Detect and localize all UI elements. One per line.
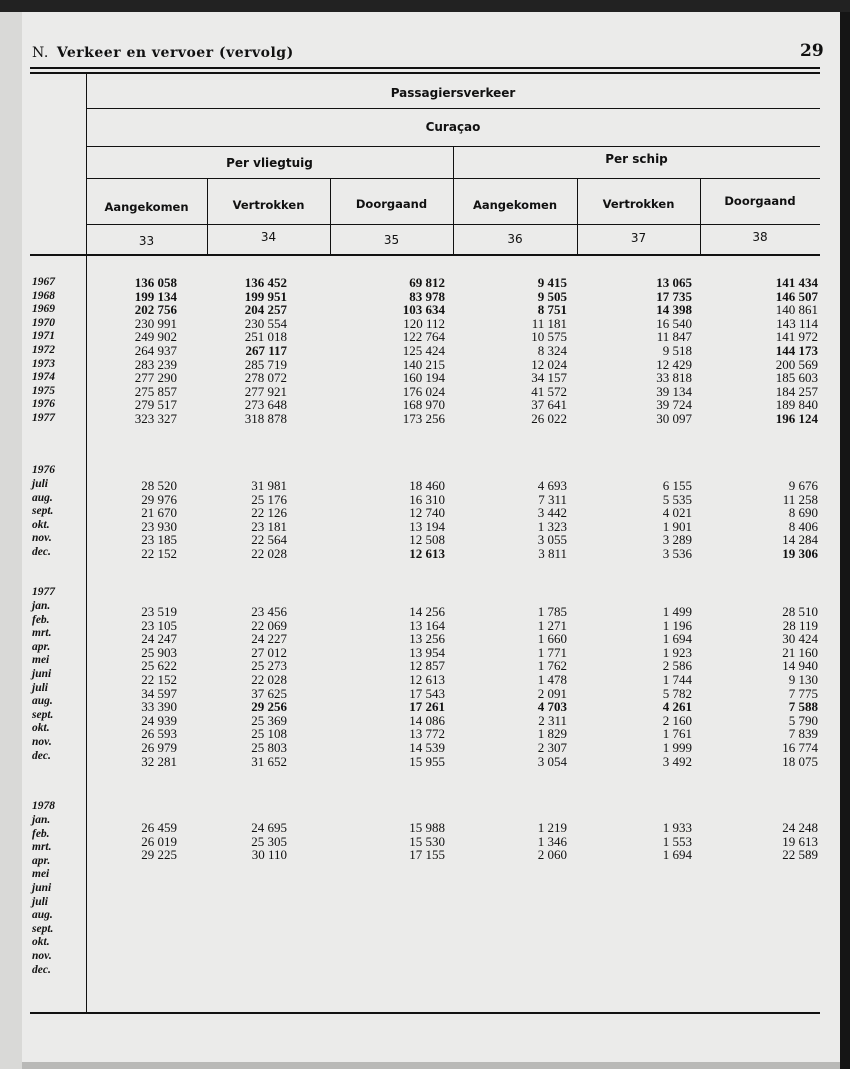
cell-1976-0-3: 4 693: [537, 478, 567, 493]
cell-1977-2-4: 1 694: [662, 631, 692, 647]
row-label-1967: 1967: [32, 276, 55, 288]
cell-1977-4-3: 1 762: [537, 658, 567, 674]
cell-1977-4-4: 2 586: [662, 658, 692, 674]
cell-annual-9-3: 37 641: [531, 397, 567, 413]
header-curacao: Curaçao: [425, 120, 481, 134]
cell-1977-4-5: 14 940: [782, 658, 818, 674]
year-heading-1977: 1977: [32, 586, 55, 598]
cell-1977-9-4: 1 761: [662, 726, 692, 742]
cell-1977-0-1: 23 456: [251, 604, 287, 619]
cell-1977-0-3: 1 785: [537, 604, 567, 619]
cell-1977-8-3: 2 311: [538, 712, 567, 728]
col-number-38: 38: [752, 230, 768, 244]
month-label-1976-0: juli: [32, 478, 48, 490]
cell-1977-10-1: 25 803: [251, 740, 287, 755]
month-label-1977-10: nov.: [32, 736, 52, 748]
year-heading-1978: 1978: [32, 800, 55, 812]
cell-1977-10-2: 14 539: [409, 740, 445, 755]
cell-annual-5-1: 267 117: [245, 343, 287, 358]
cell-1976-3-5: 8 406: [788, 518, 818, 534]
month-label-1976-1: aug.: [32, 491, 53, 504]
rule-under-passagiersverkeer: [86, 108, 820, 109]
cell-1978-0-0: 26 459: [141, 820, 177, 835]
cell-1977-10-0: 26 979: [141, 740, 177, 755]
cell-1978-2-0: 29 225: [141, 847, 177, 863]
header-per-schip: Per schip: [605, 152, 668, 166]
cell-annual-9-1: 273 648: [244, 397, 287, 413]
month-label-1977-2: mrt.: [32, 627, 52, 640]
cell-1976-5-2: 12 613: [409, 546, 445, 561]
cell-annual-7-5: 185 603: [775, 370, 818, 386]
cell-1976-2-3: 3 442: [537, 505, 567, 521]
cell-annual-9-4: 39 724: [656, 397, 692, 413]
month-label-1977-1: feb.: [32, 613, 50, 626]
month-label-1977-7: aug.: [32, 695, 53, 708]
cell-1978-1-3: 1 346: [537, 833, 567, 849]
cell-1977-3-0: 25 903: [141, 644, 177, 660]
col-label-35: Doorgaand: [355, 197, 428, 211]
cell-annual-9-0: 279 517: [134, 397, 177, 413]
cell-1976-2-0: 21 670: [141, 505, 177, 521]
month-label-1978-9: okt.: [32, 936, 50, 949]
row-label-1969: 1969: [32, 303, 55, 316]
section-title: Verkeer en vervoer (vervolg): [56, 45, 294, 61]
cell-1977-9-2: 13 772: [409, 726, 445, 742]
section-letter: N.: [32, 45, 49, 61]
cell-1977-1-3: 1 271: [537, 617, 567, 633]
cell-1976-2-1: 22 126: [251, 505, 287, 521]
cell-1977-5-4: 1 744: [662, 672, 692, 687]
month-label-1977-5: juni: [32, 668, 52, 680]
cell-annual-2-2: 103 634: [402, 302, 445, 318]
cell-annual-7-3: 34 157: [531, 370, 567, 386]
rule-under-mode: [86, 178, 820, 179]
cell-1976-3-3: 1 323: [537, 518, 567, 534]
cell-annual-4-2: 122 764: [402, 329, 445, 345]
scan-top-border: [0, 0, 850, 12]
cell-1978-0-3: 1 219: [537, 820, 567, 835]
cell-1976-3-2: 13 194: [409, 518, 445, 534]
cell-1976-4-5: 14 284: [782, 532, 818, 548]
month-label-1978-8: sept.: [32, 922, 54, 935]
row-label-1976: 1976: [32, 398, 55, 411]
cell-1976-1-3: 7 311: [538, 491, 567, 507]
cell-1977-2-1: 24 227: [251, 631, 287, 647]
cell-1977-7-5: 7 588: [788, 699, 818, 715]
month-label-1977-3: apr.: [32, 640, 51, 653]
cell-annual-7-4: 33 818: [656, 370, 692, 386]
cell-1978-1-0: 26 019: [141, 833, 177, 849]
cell-1976-2-2: 12 740: [409, 505, 445, 521]
row-label-1971: 1971: [32, 330, 55, 343]
cell-annual-9-5: 189 840: [775, 397, 818, 413]
cell-annual-2-4: 14 398: [656, 302, 692, 318]
cell-1976-1-5: 11 258: [782, 491, 818, 507]
month-label-1978-0: jan.: [32, 814, 51, 826]
cell-annual-8-5: 184 257: [775, 383, 818, 399]
cell-annual-10-5: 196 124: [775, 411, 818, 426]
cell-annual-5-2: 125 424: [402, 343, 445, 358]
month-label-1977-11: dec.: [32, 749, 51, 762]
cell-1977-5-2: 12 613: [409, 672, 445, 687]
cell-annual-4-4: 11 847: [656, 329, 692, 345]
cell-1977-9-3: 1 829: [537, 726, 567, 742]
page-header: [32, 45, 294, 61]
cell-1977-8-5: 5 790: [788, 712, 818, 728]
row-label-1974: 1974: [32, 371, 55, 384]
cell-annual-10-1: 318 878: [244, 411, 287, 426]
row-label-1973: 1973: [32, 357, 55, 370]
cell-annual-0-1: 136 452: [244, 275, 287, 290]
cell-1977-6-5: 7 775: [788, 685, 818, 701]
cell-1976-3-1: 23 181: [251, 518, 287, 534]
cell-annual-5-5: 144 173: [775, 343, 818, 358]
cell-annual-8-4: 39 134: [656, 383, 692, 399]
cell-1976-0-2: 18 460: [409, 478, 445, 493]
cell-1977-6-4: 5 782: [662, 685, 692, 701]
cell-1977-8-1: 25 369: [251, 712, 287, 728]
cell-1976-4-1: 22 564: [251, 532, 287, 548]
cell-1978-0-1: 24 695: [251, 820, 287, 835]
cell-annual-0-3: 9 415: [537, 275, 567, 290]
cell-1977-7-4: 4 261: [662, 699, 692, 715]
cell-1977-4-2: 12 857: [409, 658, 445, 674]
col-label-38: Doorgaand: [724, 194, 796, 208]
cell-annual-3-1: 230 554: [244, 315, 287, 331]
cell-annual-0-0: 136 058: [134, 275, 177, 290]
cell-1977-11-3: 3 054: [537, 753, 567, 769]
cell-annual-10-2: 173 256: [402, 411, 445, 426]
cell-1977-2-0: 24 247: [141, 631, 177, 647]
cell-annual-3-0: 230 991: [134, 315, 177, 331]
cell-1978-0-2: 15 988: [409, 820, 445, 835]
cell-annual-1-4: 17 735: [656, 288, 692, 304]
cell-annual-1-3: 9 505: [537, 288, 567, 304]
cell-1977-3-5: 21 160: [782, 644, 818, 660]
cell-1977-1-4: 1 196: [662, 617, 692, 633]
page-number: 29: [800, 41, 824, 61]
cell-1978-2-1: 30 110: [251, 847, 287, 863]
cell-1977-8-0: 24 939: [141, 712, 177, 728]
cell-1978-0-4: 1 933: [662, 820, 692, 835]
cell-1977-3-2: 13 954: [409, 644, 445, 660]
cell-annual-10-3: 26 022: [531, 411, 567, 426]
col-label-33: Aangekomen: [104, 200, 189, 214]
month-label-1978-1: feb.: [32, 827, 50, 840]
cell-annual-4-5: 141 972: [775, 329, 818, 345]
cell-annual-4-1: 251 018: [244, 329, 287, 345]
cell-1976-0-0: 28 520: [141, 478, 177, 493]
cell-1976-4-3: 3 055: [537, 532, 567, 548]
cell-1978-1-1: 25 305: [251, 833, 287, 849]
cell-annual-6-1: 285 719: [244, 356, 287, 372]
cell-1976-4-2: 12 508: [409, 532, 445, 548]
cell-1978-2-4: 1 694: [662, 847, 692, 863]
cell-1976-1-1: 25 176: [251, 491, 287, 507]
month-label-1976-3: okt.: [32, 518, 50, 531]
cell-annual-1-0: 199 134: [134, 288, 177, 304]
cell-1977-0-2: 14 256: [409, 604, 445, 619]
col-label-34: Vertrokken: [232, 198, 305, 212]
cell-annual-0-5: 141 434: [775, 275, 818, 290]
cell-1978-1-2: 15 530: [409, 833, 445, 849]
cell-1977-7-2: 17 261: [409, 699, 445, 715]
rule-above-colnums: [86, 224, 820, 225]
cell-1976-3-4: 1 901: [662, 518, 692, 534]
col-number-34: 34: [260, 230, 277, 244]
cell-1977-2-3: 1 660: [537, 631, 567, 647]
cell-annual-5-0: 264 937: [134, 343, 177, 358]
cell-annual-7-0: 277 290: [134, 370, 177, 386]
cell-1977-1-0: 23 105: [141, 617, 177, 633]
cell-1977-3-1: 27 012: [251, 644, 287, 660]
month-label-1977-4: mei: [32, 654, 50, 667]
cell-1977-10-5: 16 774: [782, 740, 818, 755]
scan-right-border: [840, 12, 850, 1069]
month-label-1977-6: juli: [32, 681, 48, 694]
cell-1977-4-0: 25 622: [141, 658, 177, 674]
cell-annual-5-4: 9 518: [662, 343, 692, 358]
row-label-1968: 1968: [32, 289, 55, 302]
month-label-1976-5: dec.: [32, 546, 51, 558]
cell-annual-4-0: 249 902: [134, 329, 177, 345]
cell-1978-2-3: 2 060: [537, 847, 567, 863]
cell-1977-1-2: 13 164: [409, 617, 445, 633]
scan-bottom-border: [22, 1062, 840, 1069]
cell-annual-8-2: 176 024: [402, 383, 445, 399]
cell-1976-0-5: 9 676: [788, 478, 818, 493]
cell-1977-10-3: 2 307: [537, 740, 567, 755]
cell-1977-5-1: 22 028: [251, 672, 287, 687]
month-label-1978-3: apr.: [32, 854, 51, 867]
cell-1977-9-0: 26 593: [141, 726, 177, 742]
month-label-1978-11: dec.: [32, 963, 51, 976]
cell-annual-10-4: 30 097: [656, 411, 692, 426]
cell-annual-8-3: 41 572: [531, 383, 567, 399]
cell-1977-0-4: 1 499: [662, 604, 692, 619]
cell-1976-2-4: 4 021: [662, 505, 692, 521]
year-heading-1976: 1976: [32, 464, 55, 476]
cell-1977-4-1: 25 273: [251, 658, 287, 674]
cell-1977-7-0: 33 390: [141, 699, 177, 715]
cell-annual-6-3: 12 024: [531, 356, 567, 372]
cell-1977-5-3: 1 478: [537, 672, 567, 687]
cell-1978-1-5: 19 613: [782, 833, 818, 849]
cell-1977-1-5: 28 119: [782, 617, 818, 633]
top-rule-2: [30, 72, 820, 74]
cell-annual-0-4: 13 065: [656, 275, 692, 290]
month-label-1976-2: sept.: [32, 505, 54, 518]
cell-annual-3-4: 16 540: [656, 315, 692, 331]
month-label-1978-4: mei: [32, 868, 50, 881]
cell-1977-11-2: 15 955: [409, 753, 445, 769]
cell-annual-9-2: 168 970: [402, 397, 445, 413]
month-label-1976-4: nov.: [32, 532, 52, 545]
cell-1978-1-4: 1 553: [662, 833, 692, 849]
cell-annual-4-3: 10 575: [531, 329, 567, 345]
col-label-36: Aangekomen: [472, 198, 558, 212]
cell-annual-6-5: 200 569: [775, 356, 818, 372]
cell-1976-2-5: 8 690: [788, 505, 818, 521]
cell-annual-6-2: 140 215: [402, 356, 445, 372]
cell-1976-5-1: 22 028: [251, 546, 287, 561]
cell-annual-6-0: 283 239: [134, 356, 177, 372]
header-passagiersverkeer: Passagiersverkeer: [390, 86, 516, 100]
cell-1977-0-5: 28 510: [782, 604, 818, 619]
cell-annual-2-0: 202 756: [134, 302, 177, 318]
cell-1976-4-0: 23 185: [141, 532, 177, 548]
cell-1977-6-1: 37 625: [251, 685, 287, 701]
cell-1976-5-3: 3 811: [538, 546, 567, 561]
cell-annual-3-3: 11 181: [531, 315, 567, 331]
cell-1977-0-0: 23 519: [141, 604, 177, 619]
cell-annual-1-2: 83 978: [409, 288, 445, 304]
previous-page-edge: [0, 12, 22, 1069]
cell-1977-2-5: 30 424: [782, 631, 818, 647]
month-label-1978-10: nov.: [32, 950, 52, 962]
cell-1977-11-5: 18 075: [782, 753, 818, 769]
cell-annual-7-2: 160 194: [402, 370, 445, 386]
cell-1977-6-0: 34 597: [141, 685, 177, 701]
document-page: [22, 12, 840, 1062]
month-label-1978-5: juni: [32, 882, 52, 894]
cell-1976-0-4: 6 155: [662, 478, 692, 493]
cell-1977-11-4: 3 492: [662, 753, 692, 769]
row-label-1977: 1977: [32, 412, 55, 424]
cell-1977-5-0: 22 152: [141, 672, 177, 687]
cell-1977-8-2: 14 086: [409, 712, 445, 728]
cell-annual-3-2: 120 112: [403, 315, 445, 331]
cell-annual-2-5: 140 861: [775, 302, 818, 318]
cell-1977-6-3: 2 091: [537, 685, 567, 701]
cell-annual-8-1: 277 921: [244, 383, 287, 399]
cell-1976-1-4: 5 535: [662, 491, 692, 507]
cell-annual-3-5: 143 114: [776, 315, 818, 331]
row-label-1975: 1975: [32, 384, 55, 397]
cell-1976-5-5: 19 306: [782, 546, 818, 561]
col-label-37: Vertrokken: [602, 197, 675, 211]
col-number-33: 33: [138, 234, 155, 248]
cell-annual-2-3: 8 751: [537, 302, 567, 318]
cell-1976-1-2: 16 310: [409, 491, 445, 507]
cell-annual-10-0: 323 327: [134, 411, 177, 426]
cell-1977-7-3: 4 703: [537, 699, 567, 715]
cell-1977-2-2: 13 256: [409, 631, 445, 647]
cell-1977-5-5: 9 130: [788, 672, 818, 687]
cell-1977-11-0: 32 281: [141, 753, 177, 769]
month-label-1978-2: mrt.: [32, 841, 52, 854]
cell-1978-2-5: 22 589: [782, 847, 818, 863]
month-label-1977-8: sept.: [32, 708, 54, 721]
cell-1978-0-5: 24 248: [782, 820, 818, 835]
col-number-36: 36: [507, 232, 523, 246]
cell-1977-3-3: 1 771: [537, 644, 567, 660]
cell-1977-11-1: 31 652: [251, 753, 287, 769]
cell-1977-1-1: 22 069: [251, 617, 287, 633]
cell-annual-8-0: 275 857: [134, 383, 177, 399]
cell-1976-4-4: 3 289: [662, 532, 692, 548]
cell-1977-6-2: 17 543: [409, 685, 445, 701]
cell-annual-7-1: 278 072: [244, 370, 287, 386]
cell-1977-9-1: 25 108: [251, 726, 287, 742]
cell-1977-7-1: 29 256: [251, 699, 287, 715]
month-label-1977-0: jan.: [32, 600, 51, 612]
cell-annual-0-2: 69 812: [409, 275, 445, 290]
top-rule: [30, 67, 820, 69]
cell-1977-9-5: 7 839: [788, 726, 818, 742]
month-label-1977-9: okt.: [32, 722, 50, 735]
month-label-1978-6: juli: [32, 895, 48, 908]
cell-1977-3-4: 1 923: [662, 644, 692, 660]
header-per-vliegtuig: Per vliegtuig: [226, 156, 313, 170]
cell-1976-1-0: 29 976: [141, 491, 177, 507]
cell-1976-0-1: 31 981: [251, 478, 287, 493]
cell-1976-5-0: 22 152: [141, 546, 177, 561]
row-label-1970: 1970: [32, 316, 55, 329]
bottom-rule: [30, 1012, 820, 1014]
cell-annual-5-3: 8 324: [537, 343, 567, 358]
cell-annual-6-4: 12 429: [656, 356, 692, 372]
month-label-1978-7: aug.: [32, 909, 53, 922]
cell-1976-3-0: 23 930: [141, 518, 177, 534]
cell-annual-1-1: 199 951: [244, 288, 287, 304]
col-number-35: 35: [383, 233, 400, 247]
cell-1977-8-4: 2 160: [662, 712, 692, 728]
cell-1978-2-2: 17 155: [409, 847, 445, 863]
row-label-1972: 1972: [32, 344, 55, 356]
cell-annual-1-5: 146 507: [775, 288, 818, 304]
cell-1976-5-4: 3 536: [662, 546, 692, 561]
cell-1977-10-4: 1 999: [662, 740, 692, 755]
col-number-37: 37: [630, 231, 647, 245]
cell-annual-2-1: 204 257: [244, 302, 287, 318]
rule-under-colnums: [30, 254, 820, 256]
